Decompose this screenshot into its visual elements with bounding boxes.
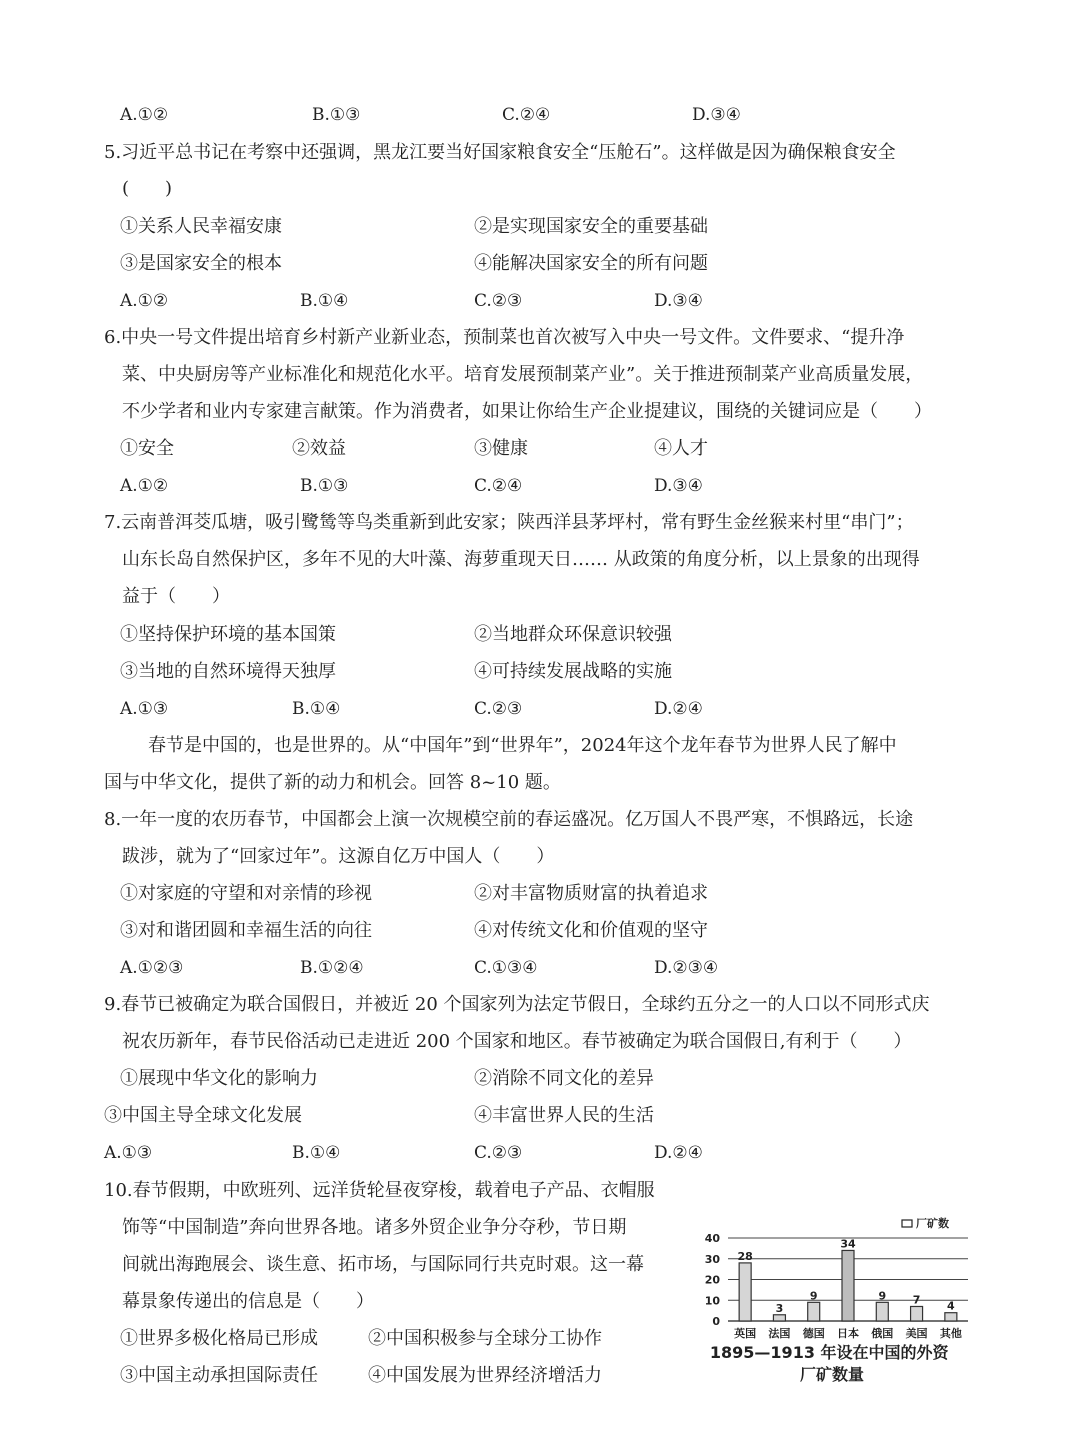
passage-line: 国与中华文化，提供了新的动力和机会。回答 8~10 题。 [104, 772, 561, 793]
q9-item: ④丰富世界人民的生活 [474, 1105, 654, 1126]
q4-options [0, 102, 1080, 128]
q8-stem-line: 8.一年一度的农历春节，中国都会上演一次规模空前的春运盛况。亿万国人不畏严寒，不惧路远，长途 [104, 809, 914, 830]
q5-option-d: D.③④ [654, 291, 703, 311]
q6-option-b: B.①③ [300, 476, 349, 496]
q7-options [0, 696, 1080, 722]
y-tick-label: 0 [712, 1315, 720, 1328]
bar [773, 1315, 785, 1321]
x-tick-label: 法国 [768, 1327, 791, 1340]
y-tick-label: 20 [704, 1273, 720, 1287]
q7-stem-line: 7.云南普洱茭瓜塘，吸引鹭鸶等鸟类重新到此安家；陕西洋县茅坪村，常有野生金丝猴来村里“串门”； [104, 512, 914, 533]
y-tick-label: 30 [704, 1252, 720, 1266]
q6-option-c: C.②④ [474, 476, 523, 496]
q9-options [0, 1140, 1080, 1166]
q8-items-row [0, 881, 1080, 907]
q9-stem-line: 9.春节已被确定为联合国假日，并被近 20 个国家列为法定节假日，全球约五分之一的人口以不同形式庆 [104, 994, 930, 1015]
bar [739, 1263, 751, 1321]
q5-items-row [0, 214, 1080, 240]
x-tick-label: 英国 [734, 1327, 757, 1340]
bar [876, 1302, 888, 1321]
q9-items-row [0, 1103, 1080, 1129]
q6-options [0, 473, 1080, 499]
q5-option-a: A.①② [120, 291, 169, 311]
y-tick-label: 10 [704, 1294, 720, 1308]
q10-items-row [0, 1326, 680, 1352]
q5-items-row [0, 251, 1080, 277]
q8-option-d: D.②③④ [654, 958, 719, 978]
q8-item: ③对和谐团圆和幸福生活的向往 [120, 920, 372, 941]
q6-item: ②效益 [292, 438, 346, 459]
bar [808, 1302, 820, 1321]
q7-items-row [0, 622, 1080, 648]
q7-option-a: A.①③ [120, 699, 169, 719]
q10-item: ②中国积极参与全球分工协作 [368, 1328, 602, 1349]
bar [945, 1313, 957, 1321]
chart-legend-label: 厂矿数 [916, 1217, 949, 1230]
bar-value-label: 9 [878, 1289, 887, 1303]
x-tick-label: 美国 [905, 1327, 928, 1340]
bar-value-label: 7 [912, 1293, 921, 1307]
x-tick-label: 日本 [837, 1327, 859, 1340]
q8-option-c: C.①③④ [474, 958, 538, 978]
bar [911, 1306, 923, 1321]
q9-items-row [0, 1066, 1080, 1092]
passage-line: 春节是中国的，也是世界的。从“中国年”到“世界年”，2024年这个龙年春节为世界人民了解中 [148, 735, 897, 756]
q5-stem-line: ( ) [122, 178, 173, 199]
q7-items-row [0, 659, 1080, 685]
q6-items-row [0, 436, 1080, 462]
chart-title: 1895—1913 年设在中国的外资 厂矿数量 [709, 1343, 949, 1384]
q6-stem-line: 菜、中央厨房等产业标准化和规范化水平。培育发展预制菜产业”。关于推进预制菜产业高质量发展， [122, 364, 924, 385]
q7-item: ②当地群众环保意识较强 [474, 624, 672, 645]
q9-option-d: D.②④ [654, 1143, 703, 1163]
q10-item: ①世界多极化格局已形成 [120, 1328, 318, 1349]
x-tick-label: 德国 [802, 1327, 825, 1340]
q10-items-row [0, 1363, 680, 1389]
bar-value-label: 34 [840, 1237, 856, 1251]
x-tick-label: 俄国 [871, 1327, 894, 1340]
q7-option-c: C.②③ [474, 699, 523, 719]
q8-item: ①对家庭的守望和对亲情的珍视 [120, 883, 372, 904]
q6-option-a: A.①② [120, 476, 169, 496]
q5-item: ③是国家安全的根本 [120, 253, 282, 274]
q6-stem-line: 6.中央一号文件提出培育乡村新产业新业态，预制菜也首次被写入中央一号文件。文件要求、“提升净 [104, 327, 905, 348]
bar [842, 1250, 854, 1321]
q4-option-d: D.③④ [692, 105, 741, 125]
q10-stem-line: 间就出海跑展会、谈生意、拓市场，与国际同行共克时艰。这一幕 [122, 1254, 644, 1275]
q8-item: ②对丰富物质财富的执着追求 [474, 883, 708, 904]
q9-item: ①展现中华文化的影响力 [120, 1068, 318, 1089]
q9-item: ②消除不同文化的差异 [474, 1068, 654, 1089]
q5-option-b: B.①④ [300, 291, 349, 311]
q7-stem-line: 山东长岛自然保护区，多年不见的大叶藻、海萝重现天日…… 从政策的角度分析，以上景象的出现得 [122, 549, 920, 570]
q4-option-c: C.②④ [502, 105, 551, 125]
q7-item: ①坚持保护环境的基本国策 [120, 624, 336, 645]
q8-option-b: B.①②④ [300, 958, 364, 978]
bar-value-label: 28 [737, 1249, 753, 1263]
q5-stem-line: 5.习近平总书记在考察中还强调，黑龙江要当好国家粮食安全“压舱石”。这样做是因为确保粮食安全 [104, 142, 896, 163]
q8-items-row [0, 918, 1080, 944]
q4-option-b: B.①③ [312, 105, 361, 125]
q9-option-a: A.①③ [104, 1143, 153, 1163]
q8-option-a: A.①②③ [120, 958, 184, 978]
q5-option-c: C.②③ [474, 291, 523, 311]
q6-stem-line: 不少学者和业内专家建言献策。作为消费者，如果让你给生产企业提建议，围绕的关键词应是（ ） [122, 401, 932, 422]
q9-option-b: B.①④ [292, 1143, 341, 1163]
y-tick-label: 40 [704, 1232, 720, 1245]
q10-item: ③中国主动承担国际责任 [120, 1365, 318, 1386]
q6-item: ④人才 [654, 438, 708, 459]
x-tick-label: 其他 [939, 1327, 962, 1340]
q7-stem-line: 益于（ ） [122, 586, 230, 607]
q4-option-a: A.①② [120, 105, 169, 125]
q7-option-d: D.②④ [654, 699, 703, 719]
bar-value-label: 3 [775, 1301, 784, 1315]
bar-value-label: 9 [809, 1289, 818, 1303]
factory-bar-chart [688, 1208, 976, 1416]
q7-item: ③当地的自然环境得天独厚 [120, 661, 336, 682]
q10-stem-line: 幕景象传递出的信息是（ ） [122, 1291, 374, 1312]
chart-bars [739, 1250, 957, 1321]
q8-item: ④对传统文化和价值观的坚守 [474, 920, 708, 941]
q6-option-d: D.③④ [654, 476, 703, 496]
q9-stem-line: 祝农历新年，春节民俗活动已走进近 200 个国家和地区。春节被确定为联合国假日,有利于（ ） [122, 1031, 912, 1052]
q6-item: ③健康 [474, 438, 528, 459]
q10-stem-line: 10.春节假期，中欧班列、远洋货轮昼夜穿梭，载着电子产品、衣帽服 [104, 1180, 655, 1201]
q9-item: ③中国主导全球文化发展 [104, 1105, 302, 1126]
q7-option-b: B.①④ [292, 699, 341, 719]
q6-item: ①安全 [120, 438, 174, 459]
q8-stem-line: 跋涉，就为了“回家过年”。这源自亿万中国人（ ） [122, 846, 555, 867]
q8-options [0, 955, 1080, 981]
q10-stem-line: 饰等“中国制造”奔向世界各地。诸多外贸企业争分夺秒，节日期 [122, 1217, 627, 1238]
q7-item: ④可持续发展战略的实施 [474, 661, 672, 682]
bar-value-label: 4 [947, 1299, 955, 1313]
q5-item: ④能解决国家安全的所有问题 [474, 253, 708, 274]
legend-swatch [902, 1220, 912, 1227]
q5-item: ②是实现国家安全的重要基础 [474, 216, 708, 237]
q9-option-c: C.②③ [474, 1143, 523, 1163]
q5-options [0, 288, 1080, 314]
q5-item: ①关系人民幸福安康 [120, 216, 282, 237]
q10-item: ④中国发展为世界经济增活力 [368, 1365, 602, 1386]
